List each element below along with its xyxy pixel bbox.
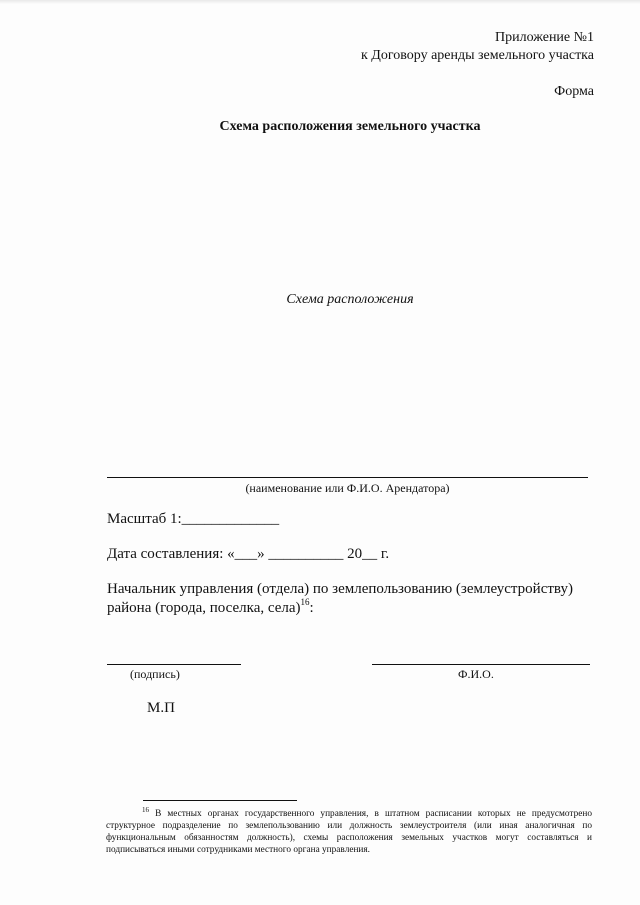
tenant-caption: (наименование или Ф.И.О. Арендатора) [245,481,450,495]
scale-field: Масштаб 1:_____________ [107,511,280,527]
footnote-number: 16 [142,806,149,814]
signature-caption: (подпись) [130,667,180,681]
fio-line [372,664,590,665]
form-label: Форма [554,84,594,99]
footnote-reference: 16 [300,597,310,607]
date-field: Дата составления: «___» __________ 20__ г. [107,546,390,562]
signature-line [107,664,241,665]
footnote-rule [143,800,297,801]
fio-caption: Ф.И.О. [458,667,494,681]
chief-title-line2-text: района (города, поселка, села) [107,600,301,616]
tenant-name-line [107,477,588,478]
document-title: Схема расположения земельного участка [219,119,481,134]
scan-edge [0,0,640,4]
chief-colon: : [309,600,314,616]
scheme-caption: Схема расположения [286,292,414,307]
footnote-text: В местных органах государственного управления, в штатном расписании которых не предусмотрено структурное подразделение по землепользованию или должность землеустроителя (или иная аналогичная по функциональным обязанностям должность), схемы расположения земельных участков могут составляться и подписываться иными сотрудниками местного органа управления. [106,809,592,855]
appendix-reference: к Договору аренды земельного участка [361,48,594,63]
appendix-number: Приложение №1 [495,30,594,45]
footnote [106,808,592,856]
stamp-label: М.П [147,700,175,716]
chief-title-line2 [107,597,314,617]
chief-title-line1: Начальник управления (отдела) по землепользованию (землеустройству) [107,581,573,597]
